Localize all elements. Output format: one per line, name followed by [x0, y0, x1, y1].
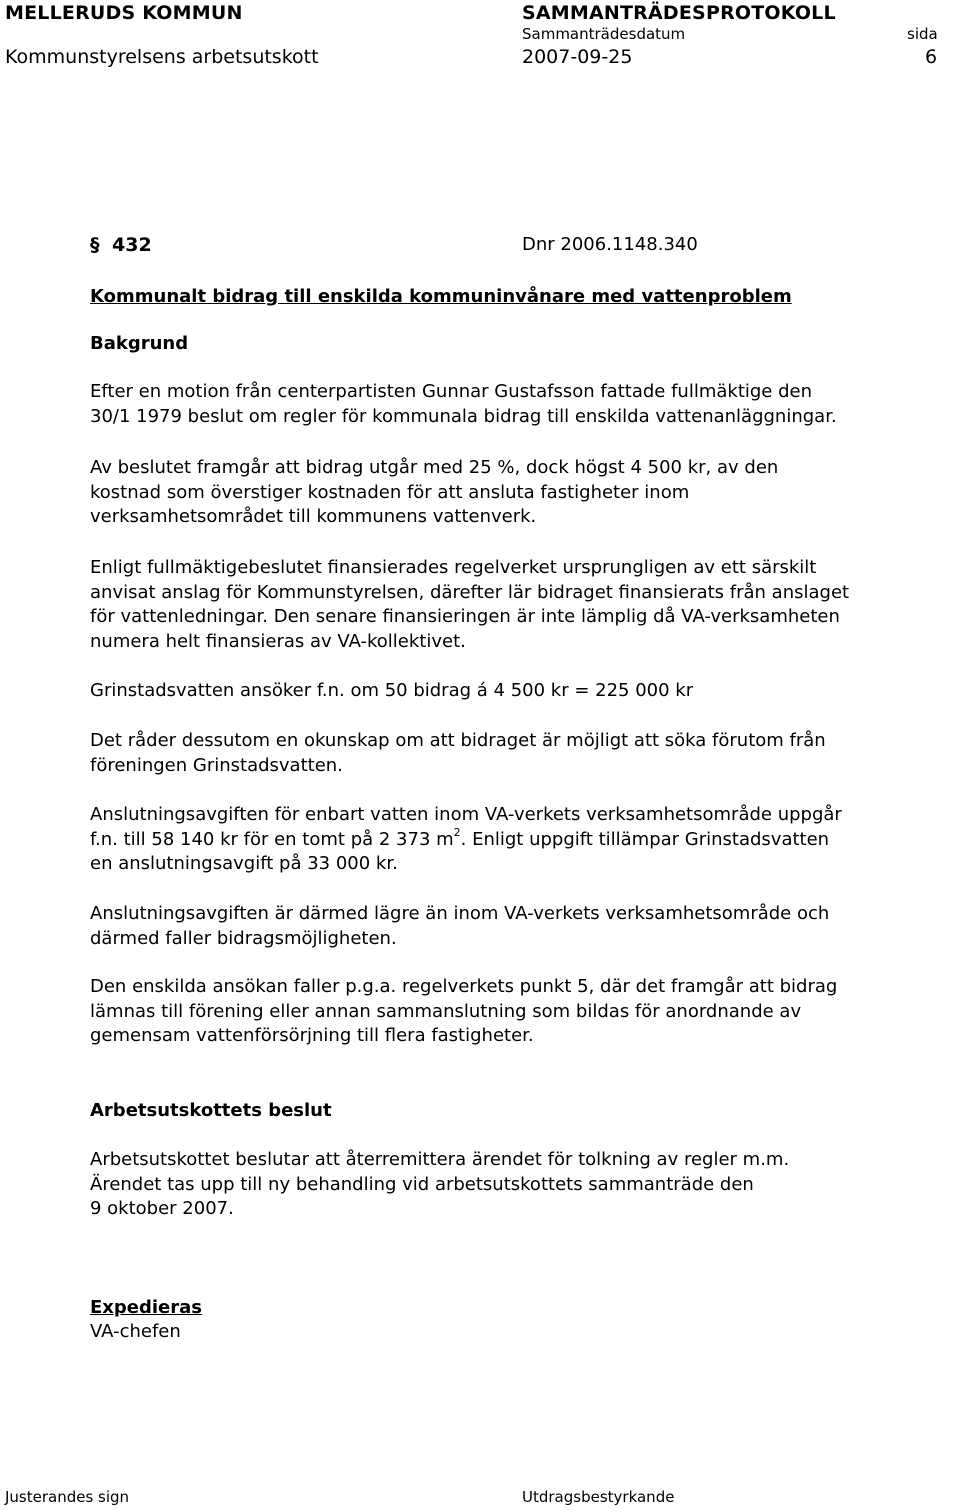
paragraph-line: 30/1 1979 beslut om regler för kommunala bidrag till enskilda vattenanläggningar.	[90, 405, 837, 427]
paragraph-line: Grinstadsvatten ansöker f.n. om 50 bidrag á 4 500 kr = 225 000 kr	[90, 680, 694, 701]
meeting-date: 2007-09-25	[522, 46, 633, 68]
paragraph-line: verksamhetsområdet till kommunens vattenverk.	[90, 506, 537, 527]
paragraph-line: Efter en motion från centerpartisten Gunnar Gustafsson fattade fullmäktige den	[90, 381, 813, 402]
superscript: 2	[453, 825, 461, 839]
paragraph-4	[90, 679, 693, 704]
text-span: f.n. till 58 140 kr för en tomt på 2 373 m	[90, 828, 454, 850]
paragraph-line: en anslutningsavgift på 33 000 kr.	[90, 853, 398, 874]
footer-justerandes-sign: Justerandes sign	[5, 1488, 130, 1506]
expedieras-recipient: VA-chefen	[90, 1321, 181, 1342]
paragraph-3	[90, 556, 849, 654]
paragraph-line: Av beslutet framgår att bidrag utgår med 25 %, dock högst 4 500 kr, av den	[90, 457, 779, 478]
paragraph-line: Ärendet tas upp till ny behandling vid arbetsutskottets sammanträde den	[90, 1173, 754, 1195]
org-name: MELLERUDS KOMMUN	[5, 2, 243, 24]
paragraph-line: 9 oktober 2007.	[90, 1198, 234, 1219]
paragraph-line: Enligt fullmäktigebeslutet finansierades regelverket ursprungligen av ett särskilt	[90, 557, 817, 578]
paragraph-line: föreningen Grinstadsvatten.	[90, 754, 343, 776]
paragraph-line	[90, 825, 842, 853]
decision-heading: Arbetsutskottets beslut	[90, 1100, 332, 1121]
section-title: Kommunalt bidrag till enskilda kommuninvånare med vattenproblem	[90, 286, 792, 307]
paragraph-line: gemensam vattenförsörjning till flera fastigheter.	[90, 1025, 534, 1046]
paragraph-2	[90, 456, 778, 530]
paragraph-line: lämnas till förening eller annan sammanslutning som bildas för anordnande av	[90, 1000, 802, 1022]
date-label: Sammanträdesdatum	[522, 25, 686, 43]
committee-name: Kommunstyrelsens arbetsutskott	[5, 46, 319, 68]
decision-text	[90, 1148, 789, 1222]
paragraph-line: Arbetsutskottet beslutar att återremittera ärendet för tolkning av regler m.m.	[90, 1149, 790, 1170]
paragraph-1	[90, 380, 837, 429]
paragraph-line: kostnad som överstiger kostnaden för att ansluta fastigheter inom	[90, 481, 690, 503]
text-span: . Enligt uppgift tillämpar Grinstadsvatten	[460, 828, 830, 850]
paragraph-line: Det råder dessutom en okunskap om att bidraget är möjligt att söka förutom från	[90, 730, 826, 751]
paragraph-line: därmed faller bidragsmöjligheten.	[90, 927, 397, 949]
paragraph-8	[90, 975, 837, 1049]
section-symbol: §	[90, 234, 100, 256]
background-heading: Bakgrund	[90, 333, 189, 354]
page-label: sida	[907, 25, 938, 43]
paragraph-7	[90, 902, 829, 951]
document-type: SAMMANTRÄDESPROTOKOLL	[522, 2, 836, 24]
expedieras-heading: Expedieras	[90, 1297, 202, 1318]
paragraph-5	[90, 729, 826, 778]
paragraph-line: Anslutningsavgiften är därmed lägre än inom VA-verkets verksamhetsområde och	[90, 903, 830, 924]
paragraph-line: Den enskilda ansökan faller p.g.a. regelverkets punkt 5, där det framgår att bidrag	[90, 976, 838, 997]
page-number: 6	[925, 46, 938, 68]
section-number: 432	[112, 234, 152, 256]
paragraph-line: Anslutningsavgiften för enbart vatten inom VA-verkets verksamhetsområde uppgår	[90, 804, 842, 825]
footer-utdragsbestyrkande: Utdragsbestyrkande	[522, 1488, 675, 1506]
paragraph-line: numera helt finansieras av VA-kollektivet.	[90, 630, 466, 652]
dnr: Dnr 2006.1148.340	[522, 234, 698, 255]
paragraph-line: för vattenledningar. Den senare finansieringen är inte lämplig då VA-verksamheten	[90, 606, 840, 627]
paragraph-line: anvisat anslag för Kommunstyrelsen, därefter lär bidraget finansierats från anslaget	[90, 581, 850, 603]
paragraph-6	[90, 803, 842, 877]
